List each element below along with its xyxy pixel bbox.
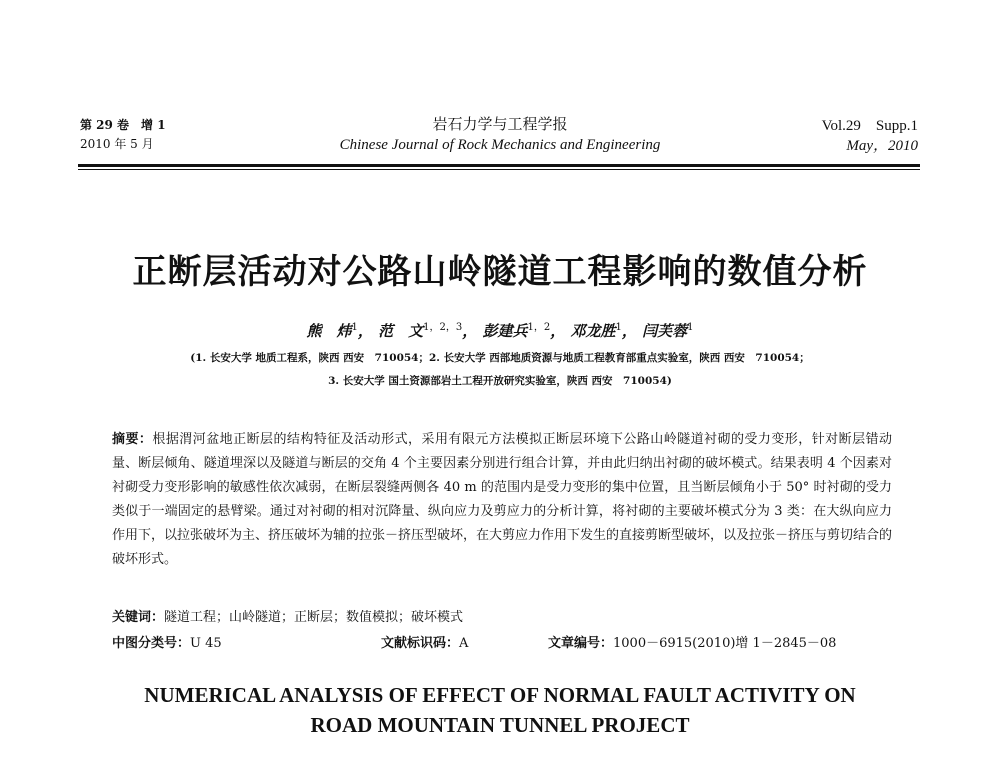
journal-volume-en-block [822, 116, 918, 156]
abstract-text: 根据渭河盆地正断层的结构特征及活动形式，采用有限元方法模拟正断层环境下公路山岭隧道衬砌的受力变形，针对断层错动量、断层倾角、隧道埋深以及隧道与断层的交角 4 个主要因素分别进行组合计算，并由此归纳出衬砌的破坏模式。结果表明 4 个因素对衬砌受力变形影响的敏感性依次减弱，在断层裂缝两侧各 40 m 的范围内是受力变形的集中位置，且当断层倾角小于 50° 时衬砌的受力类似于一端固定的悬臂梁。通过对衬砌的相对沉降量、纵向应力及剪应力的分析计算，将衬砌的主要破坏模式分为 3 类：在大纵向应力作用下，以拉张破坏为主、挤压破坏为辅的拉张－挤压型破坏，在大剪应力作用下发生的直接剪断型破坏，以及拉张－挤压与剪切结合的破坏形式。 [112, 432, 893, 567]
keywords-label: 关键词： [112, 610, 165, 625]
document-code [381, 632, 468, 651]
header-rule-thick [78, 164, 920, 167]
keywords-text: 隧道工程；山岭隧道；正断层；数值模拟；破坏模式 [164, 610, 464, 625]
paper-title-en-line-2: ROAD MOUNTAIN TUNNEL PROJECT [310, 713, 690, 737]
author-name: 闫芙蓉 [642, 322, 688, 340]
volume-cn: 第 29 卷 增 1 [80, 118, 166, 132]
author-affil: 1，2 [527, 322, 551, 333]
journal-name-en: Chinese Journal of Rock Mechanics and Engineering [339, 137, 661, 153]
article-number [548, 632, 836, 651]
affiliation-line-1: (1. 长安大学 地质工程系，陕西 西安 710054；2. 长安大学 西部地质资源与地质工程教育部重点实验室，陕西 西安 710054； [190, 352, 810, 364]
art-value: 1000－6915(2010)增 1－2845－08 [613, 636, 837, 651]
author-name: 邓龙胜 [570, 322, 616, 340]
author-affil: 1 [687, 322, 694, 333]
doc-value: A [459, 636, 469, 651]
author-affil: 1，2，3 [423, 322, 463, 333]
art-label: 文章编号： [548, 636, 614, 651]
author-name: 彭建兵 [482, 322, 528, 340]
journal-name-cn: 岩石力学与工程学报 [432, 115, 568, 133]
paper-title-en-line-1: NUMERICAL ANALYSIS OF EFFECT OF NORMAL FAULT ACTIVITY ON [144, 683, 856, 707]
clc-value: U 45 [190, 636, 222, 651]
author-name: 熊 炜 [306, 322, 352, 340]
author-affil: 1 [615, 322, 622, 333]
author-name: 范 文 [378, 322, 424, 340]
clc-number [112, 632, 222, 651]
author-affil: 1 [351, 322, 358, 333]
date-en: May，2010 [846, 138, 918, 154]
author-list: 熊 炜$^1$， 范 文$^{1,2,3}$， 彭建兵$^{1,2}$， 邓龙胜$^1$， 闫芙蓉$^1$ [306, 322, 694, 340]
volume-en: Vol.29 Supp.1 [821, 118, 918, 134]
affiliation-line-2: 3. 长安大学 国土资源部岩土工程开放研究实验室，陕西 西安 710054) [328, 375, 672, 387]
paper-title-en [0, 680, 1000, 740]
doc-label: 文献标识码： [381, 636, 460, 651]
abstract [112, 428, 892, 572]
header-rule-thin [78, 169, 920, 170]
keywords [112, 606, 463, 625]
clc-label: 中图分类号： [112, 636, 191, 651]
paper-title: 正断层活动对公路山岭隧道工程影响的数值分析 [132, 252, 868, 292]
date-cn: 2010 年 5 月 [80, 137, 154, 151]
abstract-label: 摘要： [112, 432, 153, 447]
